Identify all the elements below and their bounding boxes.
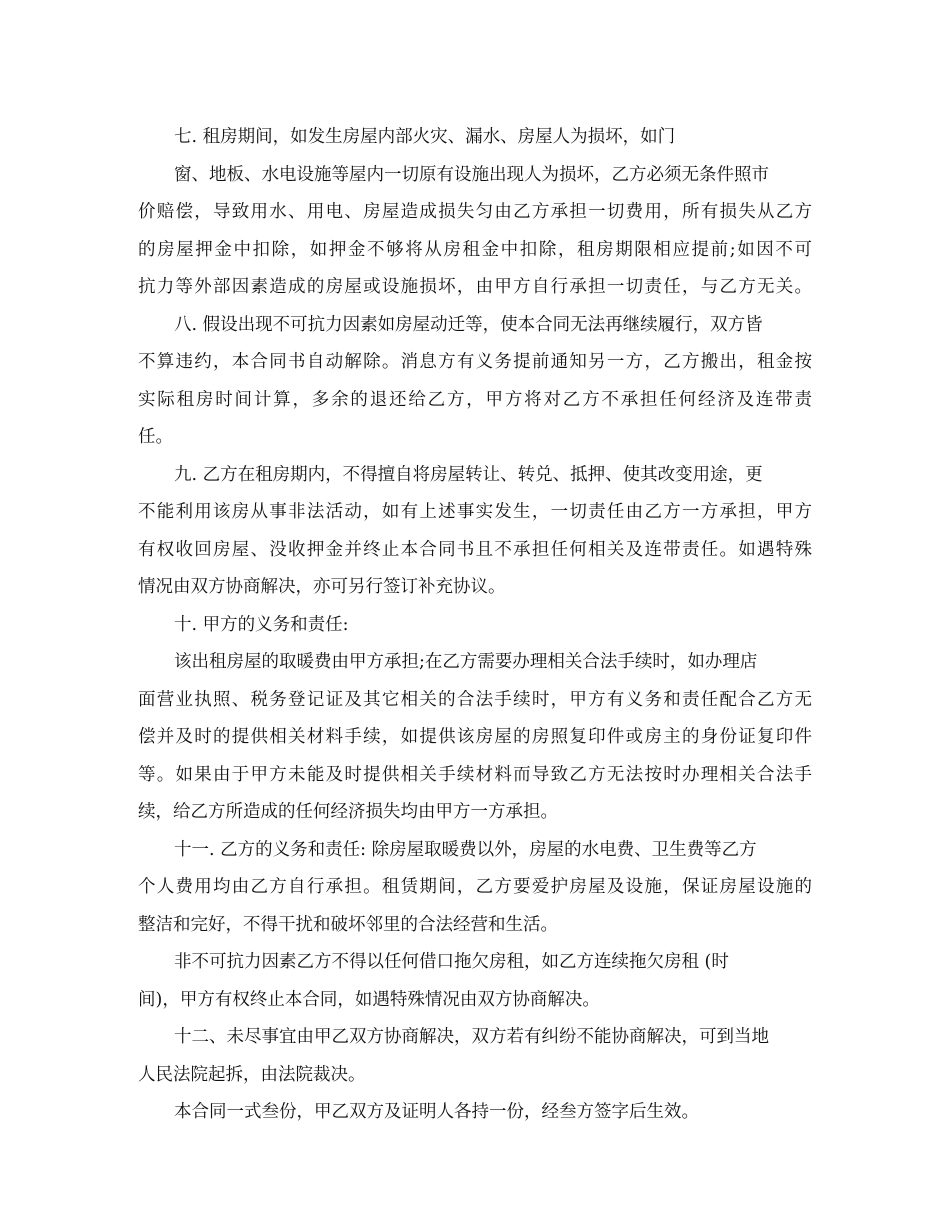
text-line: 窗、地板、水电设施等屋内一切原有设施出现人为损坏，乙方必须无条件照市 <box>174 164 769 185</box>
text-line: 八. 假设出现不可抗力因素如房屋动迁等，使本合同无法再继续履行，双方皆 <box>174 314 763 335</box>
text-line: 十一. 乙方的义务和责任: 除房屋取暖费以外，房屋的水电费、卫生费等乙方 <box>174 839 757 860</box>
text-line: 本合同一式叁份，甲乙双方及证明人各持一份，经叁方签字后生效。 <box>174 1102 699 1122</box>
text-line: 人民法院起拆，由法院裁决。 <box>138 1064 366 1085</box>
text-line: 十二、未尽事宜由甲乙双方协商解决，双方若有纠纷不能协商解决，可到当地 <box>174 1027 769 1047</box>
text-line: 等。如果由于甲方未能及时提供相关手续材料而导致乙方无法按时办理相关合法手 <box>138 764 812 785</box>
text-line: 不算违约，本合同书自动解除。消息方有义务提前通知另一方，乙方搬出，租金按 <box>138 352 812 372</box>
text-line: 抗力等外部因素造成的房屋或设施损坏，由甲方自行承担一切责任，与乙方无关。 <box>138 277 812 297</box>
text-line: 的房屋押金中扣除，如押金不够将从房租金中扣除，租房期限相应提前;如因不可 <box>138 239 812 260</box>
text-line: 不能利用该房从事非法活动，如有上述事实发生，一切责任由乙方一方承担，甲方 <box>138 502 812 522</box>
text-line: 任。 <box>138 427 173 447</box>
text-line: 情况由双方协商解决，亦可另行签订补充协议。 <box>138 577 506 597</box>
text-line: 整洁和完好，不得干扰和破坏邻里的合法经营和生活。 <box>138 914 558 935</box>
text-line: 十. 甲方的义务和责任: <box>174 614 349 635</box>
text-line: 九. 乙方在租房期内，不得擅自将房屋转让、转兑、抵押、使其改变用途，更 <box>174 464 763 485</box>
text-line: 该出租房屋的取暖费由甲方承担;在乙方需要办理相关合法手续时，如办理店 <box>174 652 758 672</box>
text-line: 偿并及时的提供相关材料手续，如提供该房屋的房照复印件或房主的身份证复印件 <box>138 727 812 747</box>
text-line: 七. 租房期间，如发生房屋内部火灾、漏水、房屋人为损坏，如门 <box>174 127 676 147</box>
text-line: 个人费用均由乙方自行承担。租赁期间，乙方要爱护房屋及设施，保证房屋设施的 <box>138 877 812 897</box>
contract-text <box>138 126 812 1139</box>
text-line: 有权收回房屋、没收押金并终止本合同书且不承担任何相关及连带责任。如遇特殊 <box>138 539 812 560</box>
text-line: 价赔偿，导致用水、用电、房屋造成损失匀由乙方承担一切费用，所有损失从乙方 <box>138 202 812 222</box>
text-line: 非不可抗力因素乙方不得以任何借口拖欠房租，如乙方连续拖欠房租 (时 <box>174 952 729 972</box>
text-line: 面营业执照、税务登记证及其它相关的合法手续时，甲方有义务和责任配合乙方无 <box>138 689 812 710</box>
text-line: 实际租房时间计算，多余的退还给乙方，甲方将对乙方不承担任何经济及连带责 <box>138 389 812 410</box>
text-line: 续，给乙方所造成的任何经济损失均由甲方一方承担。 <box>138 802 558 822</box>
text-line: 间)，甲方有权终止本合同，如遇特殊情况由双方协商解决。 <box>138 989 600 1010</box>
